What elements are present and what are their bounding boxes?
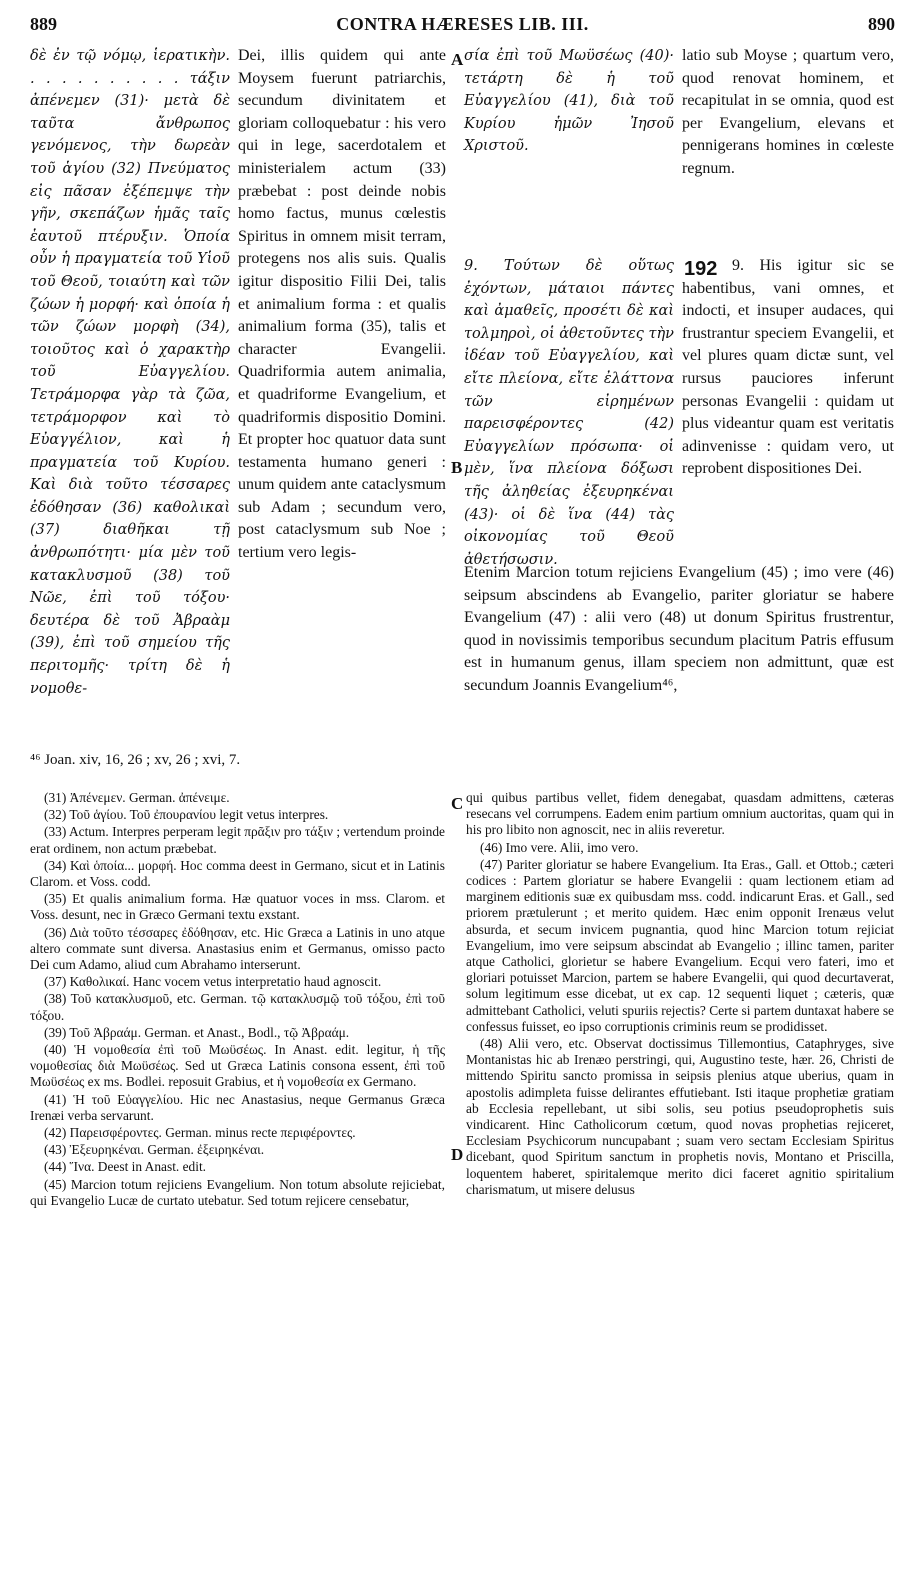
latin-text-left: Dei, illis quidem qui ante Moysem fuerunt patriarchis, secundum divinitatem et gloriam colloquebatur : his vero qui in lege, sacerdotalem et ministerialem actum (33) præbebat : post deinde nobis homo factus, munus cœlestis Spiritus in omnem misit terram, protegens nos alis suis. Qualis igitur dispositio Filii Dei, talis et animalium forma : et qualis animalium forma (35), talis et character Evangelii. Quadriformia autem animalia, et quadriforme Evangelium, et quadriformis dispositio Domini. Et propter hoc quatuor data sunt testamenta humano generi : unum quidem ante cataclysmum sub Adam ; secundum vero, post cataclysmum sub Noe ; tertium vero legis-	[238, 47, 446, 562]
greek-column-right-top	[464, 45, 674, 158]
scripture-footnote: ⁴⁶ Joan. xiv, 16, 26 ; xv, 26 ; xvi, 7.	[30, 752, 241, 768]
footnote: (34) Καὶ ὁποία... μορφή. Hoc comma deest in Germano, sicut et in Latinis Clarom. et Voss. codd.	[30, 857, 445, 890]
footnote: (45) Marcion totum rejiciens Evangelium. Non totum absolute rejiciebat, qui Evangelio Lucæ de curtato utebatur. Sed totum rejicere censebatur,	[30, 1176, 445, 1208]
latin-column-right-bottom	[682, 255, 894, 481]
greek-text-right-top: σία ἐπὶ τοῦ Μωϋσέως (40)· τετάρτη δὲ ἡ τοῦ Εὐαγγελίου (41), διὰ τοῦ Κυρίου ἡμῶν Ἰησοῦ Χριστοῦ.	[464, 48, 674, 155]
notes-column-right	[466, 790, 894, 1199]
greek-column-left	[30, 45, 230, 700]
page-number-right: 890	[868, 14, 895, 34]
margin-marker-c: C	[451, 794, 464, 813]
latin-wide-paragraph	[464, 562, 894, 698]
footnote: (31) Ἀπένεμεν. German. ἀπένειμε.	[44, 790, 230, 805]
greek-text-left: δὲ ἐν τῷ νόμῳ, ἱερατικὴν. . . . . . . . . . . τάξιν ἀπένεμεν (31)· μετὰ δὲ ταῦτα ἄνθρωπος γενόμενος, τὴν δωρεὰν τοῦ ἁγίου (32) Πνεύματος εἰς πᾶσαν ἐξέπεμψε τὴν γῆν, σκεπάζων ἡμᾶς ταῖς ἑαυτοῦ πτέρυξιν. Ὁποία οὖν ἡ πραγματεία τοῦ Υἱοῦ τοῦ Θεοῦ, τοιαύτη καὶ τῶν ζώων ἡ μορφή· καὶ ὁποία ἡ τῶν ζώων μορφὴ (34), τοιοῦτος καὶ ὁ χαρακτὴρ τοῦ Εὐαγγελίου. Τετράμορφα γὰρ τὰ ζῶα, τετράμορφον καὶ τὸ Εὐαγγέλιον, καὶ ἡ πραγματεία τοῦ Κυρίου. Καὶ διὰ τοῦτο τέσσαρες ἐδόθησαν (36) καθολικαὶ (37) διαθῆκαι τῇ ἀνθρωπότητι· μία μὲν τοῦ κατακλυσμοῦ (38) τοῦ Νῶε, ἐπὶ τοῦ τόξου· δευτέρα δὲ τοῦ Ἀβραὰμ (39), ἐπὶ τοῦ σημείου τῆς περιτομῆς· τρίτη δὲ ἡ νομοθε-	[30, 48, 230, 697]
latin-column-left	[238, 45, 446, 565]
margin-marker-d: D	[451, 1145, 464, 1164]
latin-column-right-top	[682, 45, 894, 181]
page-header	[30, 14, 895, 42]
footnote: (43) Ἐξευρηκέναι. German. ἐξειρηκέναι.	[44, 1142, 265, 1158]
latin-text-right-bottom: 9. His igitur sic se habentibus, vani omnes, et indocti, et insuper audaces, qui frustrantur speciem Evangelii, et vel plures quam dictæ sunt, vel rursus pauciores inferunt personas Evangelii : quidam ut plus videantur quam est veritatis adinvenisse : quidam vero, ut reprobent dispositiones Dei.	[682, 257, 894, 478]
page-number-left: 889	[30, 14, 57, 34]
notes-column-left	[30, 790, 445, 1210]
footnote: (42) Παρεισφέροντες. German. minus recte περιφέροντες.	[44, 1125, 356, 1141]
margin-marker-a: A	[451, 50, 464, 69]
footnote: (44) Ἵνα. Deest in Anast. edit.	[44, 1159, 207, 1175]
footnote: (41) Ἡ τοῦ Εὐαγγελίου. Hic nec Anastasius, neque Germanus Græca Irenæi verba servarunt.	[30, 1091, 445, 1123]
footnote: (38) Τοῦ κατακλυσμοῦ, etc. German. τῷ κατακλυσμῷ τοῦ τόξου, ἐπὶ τοῦ τόξου.	[30, 991, 445, 1023]
footnote: (39) Τοῦ Ἀβραάμ. German. et Anast., Bodl., τῷ Ἀβραάμ.	[44, 1024, 350, 1040]
footnote: (48) Alii vero, etc. Observat doctissimus Tillemontius, Cataphryges, sive Montanistas hic ab Irenæo perstringi, qui, Augustino teste, hær. 26, Christi de mittendo Spiritu sancto promissa in seipsis plenius atque uberius, quam in apostolis adimpleta fuisse delirantes effutiebant. Isti itaque prophetiæ gratiam ab Ecclesia repellebant, ut sibi solis, seu potius pseudoprophetis suis vindicarent. Hinc Catholicorum cœtum, quod novas prophetias rejiceret, Ecclesiam Psychicorum nuncupabant ; suam vero sectam Ecclesiam Spiritus dicebant, quod Spiritum sanctum in prophetis novis, Montano et Priscilla, loquentem haberet, spiritalemque merito dici faceret agnitio spiritalium charismatum, ut misere delusus	[466, 1036, 894, 1197]
running-title: CONTRA HÆRESES LIB. III.	[336, 14, 589, 34]
footnote: (46) Imo vere. Alii, imo vero.	[480, 839, 639, 855]
footnote: (40) Ἡ νομοθεσία ἐπὶ τοῦ Μωϋσέως. In Anast. edit. legitur, ἡ τῆς νομοθεσίας διὰ Μωϋσέως. Sed ut Græca Latinis consona essent, ἐπὶ τοῦ Μωϋσέως ex ms. Bodlei. reposuit Grabius, et ἡ νομοθεσία ex Germano.	[30, 1042, 445, 1090]
paragraph-number: 192	[684, 258, 718, 280]
margin-marker-b: B	[451, 458, 463, 477]
footnote: (37) Καθολικαί. Hanc vocem vetus interpretatio haud agnoscit.	[44, 974, 382, 990]
greek-column-right-bottom	[464, 255, 674, 571]
latin-wide-text: Etenim Marcion totum rejiciens Evangelium (45) ; imo vere (46) seipsum abscindens ab Evangelio, pariter gloriatur se habere Evangelium (47) : alii vero (48) ut donum Spiritus frustrentur, quod in novissimis temporibus secundum placitum Patris effusum est in humanum genus, illam speciem non admittunt, quæ est secundum Joannis Evangelium⁴⁶,	[464, 564, 894, 694]
latin-text-right-top: latio sub Moyse ; quartum vero, quod renovat hominem, et recapitulat in se omnia, quod est per Evangelium, elevans et pennigerans homines in cœleste regnum.	[682, 47, 894, 177]
footnote: qui quibus partibus vellet, fidem denegabat, quasdam admittens, cæteras resecans vel corrumpens. Eadem enim partium omnium auctoritas, quam qui in his pro libito non agnoscit, nec in aliis reveretur.	[466, 790, 894, 838]
footnote: (32) Τοῦ ἁγίου. Τοῦ ἐπουρανίου legit vetus interpres.	[44, 807, 329, 823]
footnote: (35) Et qualis animalium forma. Hæ quatuor voces in mss. Clarom. et Voss. desunt, nec in Græco Germani textu exstant.	[30, 891, 445, 923]
footnote: (36) Διὰ τοῦτο τέσσαρες ἐδόθησαν, etc. Hic Græca a Latinis in uno atque altero commate sunt diversa. Anastasius enim et Germanus, omisso pacto Dei cum Adamo, aliud cum Abrahamo interserunt.	[30, 924, 445, 973]
greek-text-right-bottom: 9. Τούτων δὲ οὕτως ἐχόντων, μάταιοι πάντες καὶ ἀμαθεῖς, προσέτι δὲ καὶ τολμηροὶ, οἱ ἀθετοῦντες τὴν ἰδέαν τοῦ Εὐαγγελίου, καὶ εἴτε πλείονα, εἴτε ἐλάττονα τῶν εἰρημένων παρεισφέροντες (42) Εὐαγγελίων πρόσωπα· οἱ μὲν, ἵνα πλείονα δόξωσι τῆς ἀληθείας ἐξευρηκέναι (43)· οἱ δὲ ἵνα (44) τὰς οἰκονομίας τοῦ Θεοῦ ἀθετήσωσιν.	[464, 258, 674, 568]
footnote: (47) Pariter gloriatur se habere Evangelium. Ita Eras., Gall. et Ottob.; cæteri codices : Partem gloriatur se habere Evangelii : quam lectionem etiam ad marginem editionis suæ ex quibusdam mss. codd. indicarunt Eras. et Gall., sed priorem prætulerunt ; et merito quidem. Hæc enim opponit Irenæus velut absurda, et secum invicem pugnantia, quod hinc Marcion totum rejiciat Evangelium, imo vere seipsum abscindat ab Evangelio ; illinc tamen, pariter atque Catholici, glorietur se habere Evangelium. Ecqui vero fateri, imo et gloriari potuisset Marcion, partem se habere Evangelii, qui quod decurtaverat, solum legitimum esse dicebat, ut ex cap. 12 sequenti liquet ; cæteris, quæ admittebant Catholici, veluti spuriis rejectis? Certe si partem duntaxat habere se confessus fuisset, eo ipso corruptionis criminis reum se prodidisset.	[466, 856, 894, 1034]
footnote: (33) Actum. Interpres perperam legit πρᾶξιν pro τάξιν ; vertendum proinde erat ordinem, non actum præbebat.	[30, 824, 445, 856]
